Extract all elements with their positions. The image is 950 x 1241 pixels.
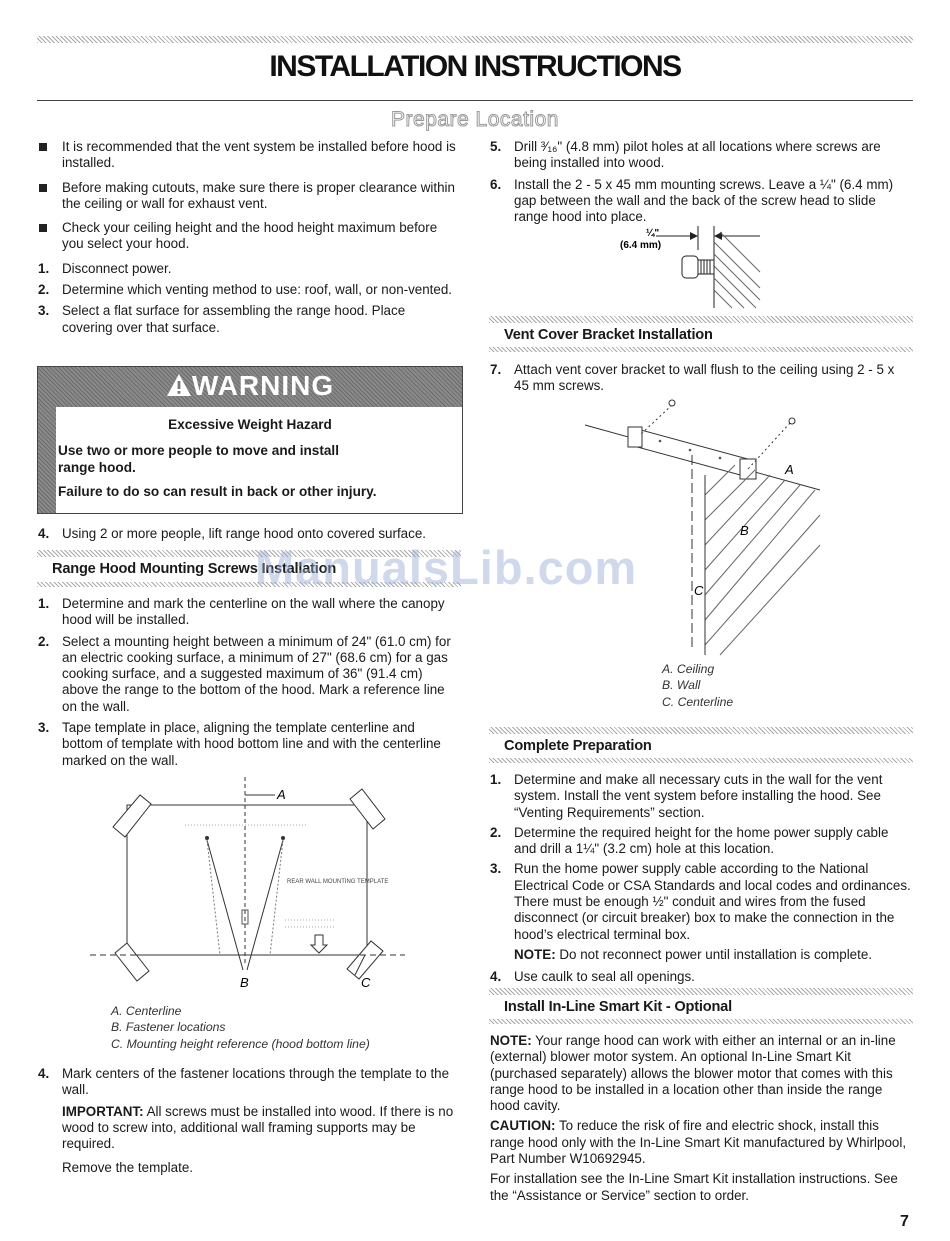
figure1-label-a: A (277, 787, 286, 802)
page-title: INSTALLATION INSTRUCTIONS (269, 50, 681, 83)
note-power: NOTE: Do not reconnect power until installation is complete. (514, 946, 873, 962)
step-item: 4. Mark centers of the fastener locations through the template to the wall. (38, 1066, 450, 1098)
page-number: 7 (900, 1213, 909, 1230)
figure2-label-c: C (694, 583, 704, 598)
watermark: ManualsLib.com (255, 541, 638, 594)
warning-line1: Use two or more people to move and install range hood. (58, 443, 339, 475)
step-item: 4. Use caulk to seal all openings. (490, 969, 695, 985)
section-hatch-bar (489, 347, 913, 352)
step-item: 3. Run the home power supply cable according to the National Electrical Code or CSA Standards and local codes and ordinances. There must be enough ½" conduit and wires from the fused disconnect (or circuit breaker) box to make the connection in the hood’s electrical terminal box. (490, 861, 911, 942)
warning-line2: Failure to do so can result in back or other injury. (58, 484, 377, 499)
gap-label: ¼" (646, 228, 660, 239)
warning-box (37, 366, 463, 514)
section-hatch-bar (489, 758, 913, 763)
step-item: 3. Select a flat surface for assembling the range hood. Place covering over that surface. (38, 303, 406, 335)
section-hatch-bar (489, 1019, 913, 1024)
section-hatch-bar (489, 316, 913, 323)
figure1-label-c: C (361, 975, 371, 990)
screw-gap-figure (610, 222, 770, 314)
template-figure (85, 775, 405, 995)
step-item: 2. Determine the required height for the home power supply cable and drill a 1¼" (3.2 cm) hole at this location. (490, 824, 889, 857)
screw-icon (669, 400, 675, 406)
step-item: 2. Select a mounting height between a minimum of 24" (61.0 cm) for an electric cooking surface, a minimum of 27" (68.6 cm) for a gas cooking surface, and a suggested maximum of 36" (91.4 cm) above the range to the bottom of the hood. Mark a reference line on the wall. (38, 633, 451, 714)
right-top-steps (490, 139, 912, 225)
bullet-square-icon (39, 184, 47, 192)
left-final (38, 1066, 468, 1177)
figure1-label-b: B (240, 975, 249, 990)
warning-banner (38, 367, 462, 407)
top-hatch-bar (37, 36, 913, 43)
step-item: 4. Using 2 or more people, lift range hood onto covered surface. (38, 526, 426, 541)
caution-inline: CAUTION: To reduce the risk of fire and electric shock, install this range hood only with the In-Line Smart Kit manufactured by Whirlpool, Part Number W10692945. (490, 1118, 907, 1167)
section-subtitle: Prepare Location (391, 108, 559, 131)
step-item: 1. Determine and make all necessary cuts in the wall for the vent system. Install the vent system before installing the hood. See “Venting Requirements” section. (490, 772, 883, 820)
caption-line: C. Centerline (662, 694, 734, 709)
section-heading-inline: Install In-Line Smart Kit - Optional (504, 999, 732, 1015)
important-note: IMPORTANT: All screws must be installed into wood. If there is no wood to screw into, additional wall framing supports may be required. (62, 1103, 454, 1152)
remove-template: Remove the template. (62, 1160, 193, 1176)
figure1-captions (111, 1003, 370, 1052)
screw-icon (789, 418, 795, 424)
section-heading-complete: Complete Preparation (504, 738, 652, 754)
inline-final: For installation see the In-Line Smart Kit installation instructions. See the “Assistance or Service” section to order. (490, 1171, 898, 1203)
step-item: 7. Attach vent cover bracket to wall flush to the ceiling using 2 - 5 x 45 mm screws. (490, 362, 895, 394)
mount-steps (38, 596, 458, 769)
step-item: 2. Determine which venting method to use: roof, wall, or non-vented. (38, 282, 453, 298)
fastener-mark-right (281, 836, 285, 840)
figure2-label-b: B (740, 523, 749, 538)
section-hatch-bar (489, 727, 913, 734)
gap-mm-label: (6.4 mm) (620, 240, 662, 251)
figure2-captions (662, 661, 733, 710)
bullet-item: It is recommended that the vent system be installed before hood is installed. (38, 139, 458, 172)
step-item: 3. Tape template in place, aligning the template centerline and bottom of template with hood bottom line and with the centerline marked on the wall. (38, 720, 441, 768)
step-item: 1. Disconnect power. (38, 260, 172, 276)
bullet-item: Before making cutouts, make sure there is proper clearance within the ceiling or wall for exhaust vent. (38, 180, 458, 213)
warning-signal: WARNING (38, 370, 462, 402)
note-inline: NOTE: Your range hood can work with either an internal or an in-line (external) blower motor system. An optional In-Line Smart Kit (purchased separately) allows the blower motor that comes with this range hood to be installed in a location other than inside the range hood cavity. (490, 1033, 896, 1114)
step-item: 5. Drill ³⁄₁₆" (4.8 mm) pilot holes at all locations where screws are being installed into wood. (490, 139, 881, 171)
fastener-mark-left (205, 836, 209, 840)
section-hatch-bar (489, 988, 913, 995)
bullet-item: Check your ceiling height and the hood height maximum before you select your hood. (38, 220, 458, 253)
bullet-square-icon (39, 143, 47, 151)
caption-line: B. Fastener locations (111, 1020, 226, 1035)
step-item: 6. Install the 2 - 5 x 45 mm mounting screws. Leave a ¼" (6.4 mm) gap between the wall and the back of the screw head to slide range hood into place. (490, 176, 894, 225)
caption-line: A. Ceiling (662, 662, 715, 676)
caption-line: A. Centerline (111, 1004, 182, 1018)
caption-line: B. Wall (662, 678, 701, 693)
section-heading-bracket: Vent Cover Bracket Installation (504, 327, 713, 343)
figure2-label-a: A (785, 462, 794, 477)
bullet-square-icon (39, 224, 47, 232)
inline-text (490, 1033, 912, 1204)
warning-triangle-icon (166, 373, 192, 397)
warning-hazard: Excessive Weight Hazard (168, 417, 332, 432)
title-rule (37, 100, 913, 101)
screw-head (682, 256, 698, 278)
complete-steps (490, 772, 912, 986)
left-intro (38, 139, 458, 336)
caption-line: C. Mounting height reference (hood bottom line) (111, 1036, 370, 1051)
bracket-figure (580, 395, 830, 665)
step-item: 1. Determine and mark the centerline on the wall where the canopy hood will be installed. (38, 596, 445, 628)
template-text: REAR WALL MOUNTING TEMPLATE (287, 879, 389, 885)
section-heading-mounting: Range Hood Mounting Screws Installation (52, 561, 337, 577)
bracket-step (490, 362, 910, 395)
